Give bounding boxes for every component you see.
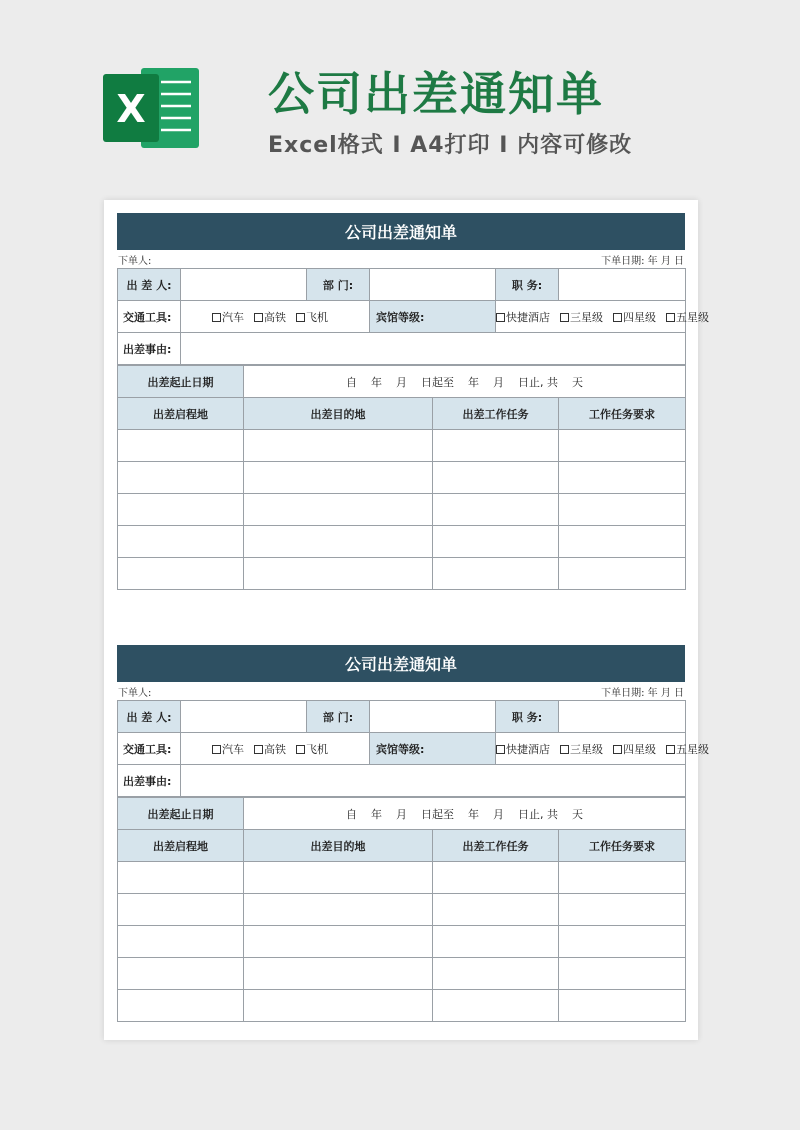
column-header: 工作任务要求 (559, 398, 686, 430)
position-label: 职 务: (496, 701, 559, 733)
column-header: 出差目的地 (244, 398, 433, 430)
transport-options (181, 733, 370, 765)
issuer-label: 下单人: (118, 255, 152, 267)
position-field[interactable] (559, 269, 686, 301)
column-header: 出差目的地 (244, 830, 433, 862)
table-cell[interactable] (559, 894, 686, 926)
transport-option-train[interactable]: 高铁 (254, 311, 286, 324)
transport-option-plane[interactable]: 飞机 (296, 743, 328, 756)
trip-table (117, 365, 686, 590)
checkbox-icon (560, 313, 569, 322)
table-row (118, 430, 686, 462)
transport-label: 交通工具: (118, 301, 181, 333)
table-cell[interactable] (118, 430, 244, 462)
table-cell[interactable] (559, 462, 686, 494)
dept-label: 部 门: (307, 269, 370, 301)
reason-row (118, 333, 686, 365)
traveler-field[interactable] (181, 269, 307, 301)
hotel-option-5star[interactable]: 五星级 (666, 743, 709, 756)
logo-letter: X (116, 87, 146, 131)
checkbox-icon (666, 313, 675, 322)
form-table (117, 268, 709, 365)
hotel-options (496, 301, 709, 333)
form-meta (117, 682, 685, 700)
reason-field[interactable] (181, 333, 686, 365)
excel-logo-icon (103, 60, 203, 155)
transport-row (118, 733, 686, 765)
hotel-label: 宾馆等级: (370, 733, 496, 765)
table-cell[interactable] (433, 990, 559, 1022)
dept-label: 部 门: (307, 701, 370, 733)
checkbox-icon (560, 745, 569, 754)
table-cell[interactable] (118, 558, 244, 590)
table-cell[interactable] (433, 958, 559, 990)
dept-field[interactable] (370, 269, 496, 301)
table-cell[interactable] (433, 526, 559, 558)
reason-label: 出差事由: (118, 333, 181, 365)
issuer-label: 下单人: (118, 687, 152, 699)
table-cell[interactable] (118, 894, 244, 926)
period-value[interactable]: 自 年 月 日起至 年 月 日止, 共 天 (244, 798, 686, 830)
reason-field[interactable] (181, 765, 686, 797)
table-cell[interactable] (433, 430, 559, 462)
period-label: 出差起止日期 (118, 366, 244, 398)
trip-header-row (118, 398, 686, 430)
transport-option-car[interactable]: 汽车 (212, 743, 244, 756)
hotel-option-express[interactable]: 快捷酒店 (496, 311, 550, 324)
checkbox-icon (613, 313, 622, 322)
table-cell[interactable] (118, 862, 244, 894)
table-cell[interactable] (433, 558, 559, 590)
traveler-row (118, 269, 686, 301)
table-cell[interactable] (244, 958, 433, 990)
table-cell[interactable] (244, 494, 433, 526)
form-title-bar: 公司出差通知单 (117, 213, 685, 250)
traveler-label: 出 差 人: (118, 269, 181, 301)
checkbox-icon (666, 745, 675, 754)
trip-table (117, 797, 686, 1022)
table-cell[interactable] (559, 862, 686, 894)
table-row (118, 958, 686, 990)
hotel-option-express[interactable]: 快捷酒店 (496, 743, 550, 756)
table-cell[interactable] (118, 990, 244, 1022)
table-cell[interactable] (559, 958, 686, 990)
transport-options (181, 301, 370, 333)
checkbox-icon (212, 745, 221, 754)
column-header: 出差工作任务 (433, 398, 559, 430)
period-label: 出差起止日期 (118, 798, 244, 830)
transport-option-train[interactable]: 高铁 (254, 743, 286, 756)
order-date-label: 下单日期: 年 月 日 (601, 687, 684, 699)
table-cell[interactable] (433, 862, 559, 894)
checkbox-icon (296, 745, 305, 754)
form-table (117, 700, 709, 797)
table-cell[interactable] (118, 526, 244, 558)
traveler-row (118, 701, 686, 733)
document-paper (104, 200, 709, 1040)
table-cell[interactable] (433, 926, 559, 958)
hotel-option-4star[interactable]: 四星级 (613, 311, 656, 324)
table-row (118, 862, 686, 894)
table-cell[interactable] (244, 462, 433, 494)
order-date-label: 下单日期: 年 月 日 (601, 255, 684, 267)
traveler-label: 出 差 人: (118, 701, 181, 733)
checkbox-icon (254, 745, 263, 754)
transport-label: 交通工具: (118, 733, 181, 765)
table-row (118, 462, 686, 494)
table-row (118, 990, 686, 1022)
table-row (118, 494, 686, 526)
column-header: 出差工作任务 (433, 830, 559, 862)
page-title: 公司出差通知单 (268, 67, 604, 121)
notice-form-2 (117, 645, 709, 1022)
table-cell[interactable] (244, 990, 433, 1022)
table-cell[interactable] (244, 894, 433, 926)
trip-header-row (118, 830, 686, 862)
table-cell[interactable] (244, 558, 433, 590)
table-cell[interactable] (559, 526, 686, 558)
table-cell[interactable] (559, 926, 686, 958)
table-cell[interactable] (559, 558, 686, 590)
hotel-option-3star[interactable]: 三星级 (560, 311, 603, 324)
traveler-field[interactable] (181, 701, 307, 733)
column-header: 工作任务要求 (559, 830, 686, 862)
position-field[interactable] (559, 701, 686, 733)
header (0, 0, 800, 195)
column-header: 出差启程地 (118, 398, 244, 430)
checkbox-icon (496, 313, 505, 322)
hotel-option-3star[interactable]: 三星级 (560, 743, 603, 756)
checkbox-icon (496, 745, 505, 754)
position-label: 职 务: (496, 269, 559, 301)
table-cell[interactable] (118, 494, 244, 526)
checkbox-icon (254, 313, 263, 322)
reason-row (118, 765, 686, 797)
period-value[interactable]: 自 年 月 日起至 年 月 日止, 共 天 (244, 366, 686, 398)
table-cell[interactable] (559, 494, 686, 526)
table-cell[interactable] (559, 990, 686, 1022)
checkbox-icon (212, 313, 221, 322)
page-subtitle: Excel格式 I A4打印 I 内容可修改 (268, 133, 633, 158)
notice-form-1 (117, 213, 709, 590)
checkbox-icon (613, 745, 622, 754)
table-row (118, 926, 686, 958)
checkbox-icon (296, 313, 305, 322)
table-cell[interactable] (433, 894, 559, 926)
form-meta (117, 250, 685, 268)
table-row (118, 526, 686, 558)
hotel-option-4star[interactable]: 四星级 (613, 743, 656, 756)
table-cell[interactable] (433, 462, 559, 494)
dept-field[interactable] (370, 701, 496, 733)
reason-label: 出差事由: (118, 765, 181, 797)
column-header: 出差启程地 (118, 830, 244, 862)
table-row (118, 558, 686, 590)
table-row (118, 894, 686, 926)
transport-option-car[interactable]: 汽车 (212, 311, 244, 324)
form-title-bar: 公司出差通知单 (117, 645, 685, 682)
table-cell[interactable] (118, 958, 244, 990)
table-cell[interactable] (244, 526, 433, 558)
table-cell[interactable] (118, 462, 244, 494)
period-row (118, 798, 686, 830)
hotel-option-5star[interactable]: 五星级 (666, 311, 709, 324)
table-cell[interactable] (118, 926, 244, 958)
table-cell[interactable] (244, 926, 433, 958)
hotel-options (496, 733, 709, 765)
table-cell[interactable] (244, 862, 433, 894)
period-row (118, 366, 686, 398)
transport-option-plane[interactable]: 飞机 (296, 311, 328, 324)
hotel-label: 宾馆等级: (370, 301, 496, 333)
transport-row (118, 301, 686, 333)
table-cell[interactable] (433, 494, 559, 526)
table-cell[interactable] (244, 430, 433, 462)
table-cell[interactable] (559, 430, 686, 462)
